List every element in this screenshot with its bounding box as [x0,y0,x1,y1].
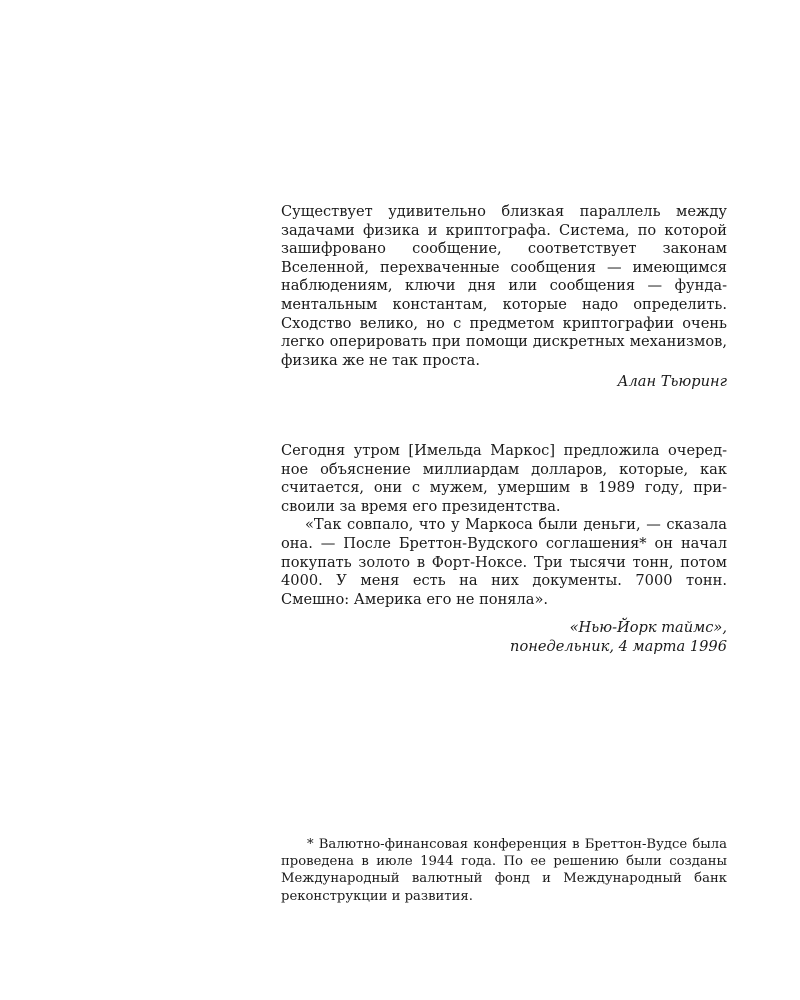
epigraph-nyt-source: «Нью-Йорк таймс», [569,619,727,637]
epigraph-turing-author: Алан Тьюринг [617,373,727,391]
footnote: * Валютно-финансовая конференция в Бреттон-Вудсе была проведена в июле 1944 года. По ее решению были созданы Международный валютный фонд и Международный банк реконструкции и развития. [281,837,727,904]
epigraph-nyt-paragraph-2: «Так совпало, что у Маркоса были деньги, — сказала она. — После Бреттон-Вудского соглашения* он начал покупать золото в Форт-Ноксе. Три тысячи тонн, потом 4000. У меня есть на них документы. 7000 тонн. Смешно: Америка его не поняла». [281,516,727,608]
epigraph-nyt-attribution [281,619,727,656]
epigraph-nyt-date: понедельник, 4 марта 1996 [510,637,727,655]
epigraph-turing-text: Существует удивительно близкая параллель между задачами физика и криптографа. Система, по которой зашифровано сообщение, соответствует законам Вселенной, перехваченные сообщения — имеющимся наблюдениям, ключи дня или сообщения — фундаментальным константам, которые надо определить. Сходство велико, но с предметом криптографии очень легко оперировать при помощи дискретных механизмов, физика же не так проста. [281,203,727,369]
epigraph-nyt-paragraph-1: Сегодня утром [Имельда Маркос] предложила очередное объяснение миллиардам долларов, которые, как считается, они с мужем, умершим в 1989 году, присвоили за время его президентства. [281,442,727,515]
epigraph-nyt [281,442,727,657]
epigraph-turing [281,203,727,392]
